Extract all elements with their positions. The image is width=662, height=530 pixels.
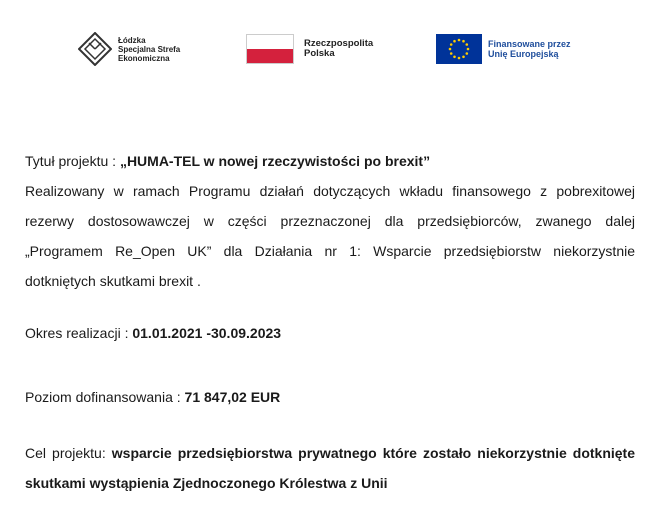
logo-bar [0,30,662,70]
goal-line [25,442,635,472]
project-title-label: Tytuł projektu : [25,153,120,169]
period-label: Okres realizacji : [25,325,133,341]
funding-value: 71 847,02 EUR [184,389,281,405]
project-title-value: „HUMA-TEL w nowej rzeczywistości po brexit” [119,153,431,169]
polish-flag-icon [246,34,294,64]
lsse-emblem-icon [78,32,112,66]
eu-text-line: Finansowane przez [488,39,571,49]
funding-line [25,386,635,416]
period-line [25,322,635,352]
rp-text-line: Rzeczpospolita [304,38,374,49]
rp-text-line: Polska [304,48,335,59]
description-line: Realizowany w ramach Programu działań dotyczących wkładu finansowego z pobrexitowej [25,183,635,199]
description-line: „Programem Re_Open UK” dla Działania nr 1: Wsparcie przedsiębiorstw niekorzystnie [25,243,635,259]
description-line: dotkniętych skutkami brexit . [25,273,201,289]
lsse-text-line: Ekonomiczna [118,53,170,63]
eu-funding-logo [436,34,571,64]
lsse-logo [78,32,180,66]
goal-value-continued: skutkami wystąpienia Zjednoczonego Królestwa z Unii [25,475,388,491]
eu-text-line: Unię Europejską [488,49,559,59]
funding-label: Poziom dofinansowania : [25,389,185,405]
goal-value: wsparcie przedsiębiorstwa prywatnego które zostało niekorzystnie dotknięte [111,445,636,461]
description-line: rezerwy dostosowawczej w części przeznaczonej dla przedsiębiorców, zwanego dalej [25,213,635,229]
goal-label: Cel projektu: [25,445,112,461]
project-title-line [25,150,635,180]
lsse-text-line: Łódzka [118,35,146,45]
lsse-text-line: Specjalna Strefa [118,44,181,54]
project-info [25,150,635,502]
period-value: 01.01.2021 -30.09.2023 [132,325,282,341]
rzeczpospolita-logo [246,34,373,64]
eu-flag-icon [436,34,482,64]
